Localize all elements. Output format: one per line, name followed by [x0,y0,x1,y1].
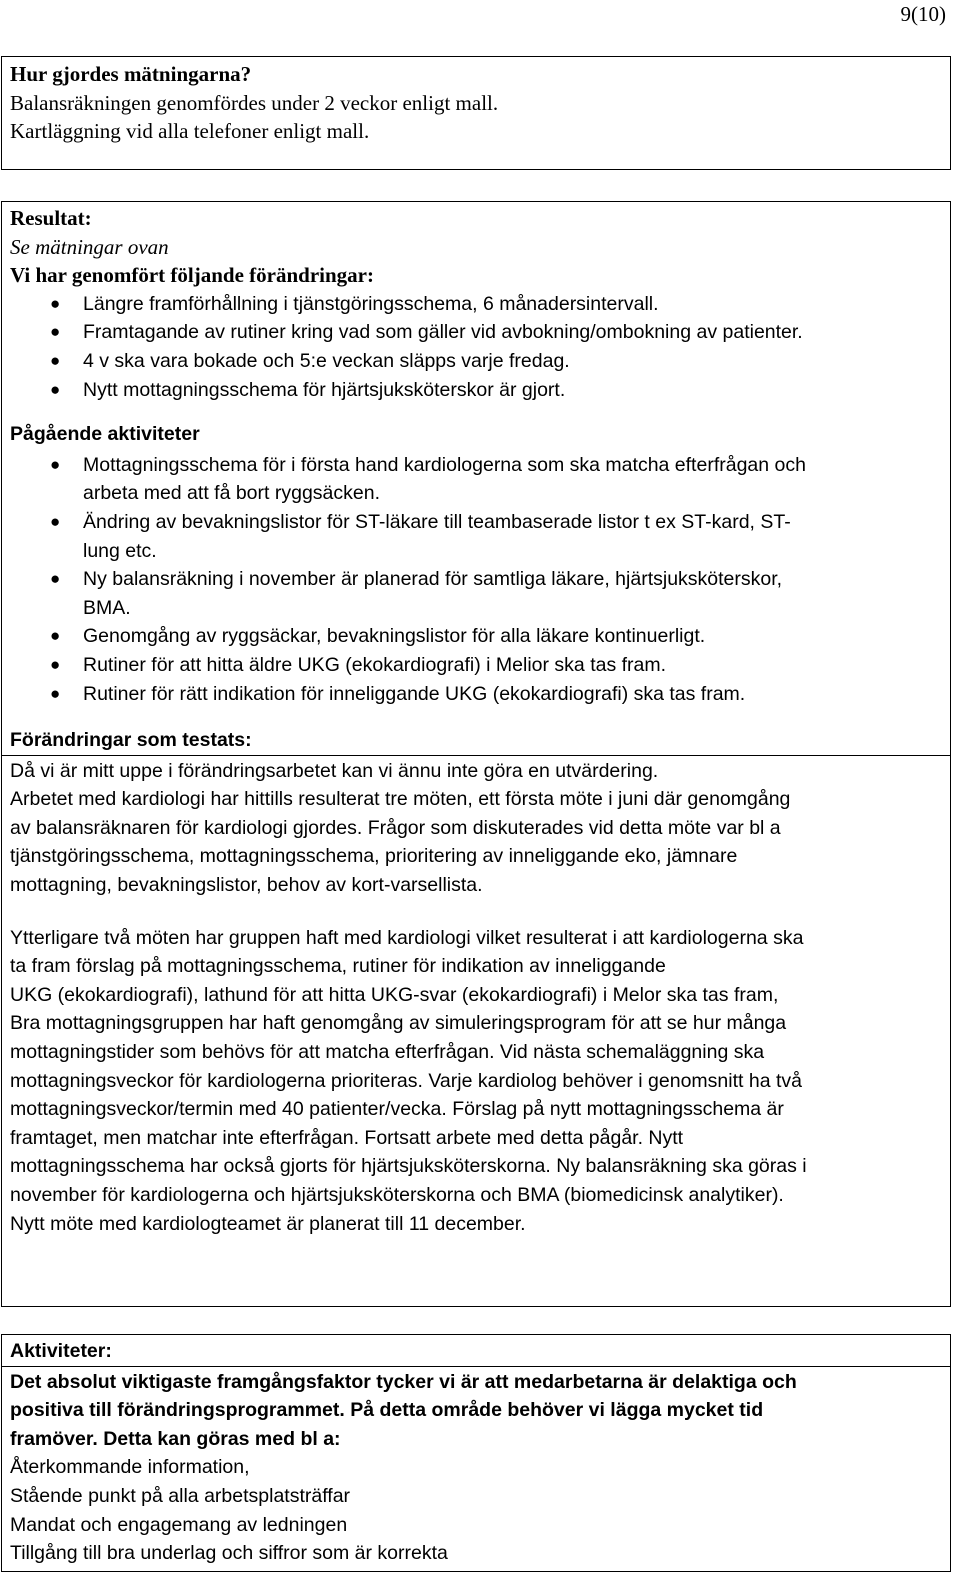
section-divider [2,1366,950,1367]
list-item: ● Längre framförhållning i tjänstgöringsschema, 6 månadersintervall. [10,290,942,319]
list-item: ● 4 v ska vara bokade och 5:e veckan släpps varje fredag. [10,347,942,376]
measurement-line-1: Balansräkningen genomfördes under 2 veckor enligt mall. [10,90,499,115]
list-item: ● Rutiner för rätt indikation för inneliggande UKG (ekokardiografi) ska tas fram. [10,680,942,709]
bullet-icon: ● [50,626,61,646]
list-item: Mandat och engagemang av ledningen [10,1513,348,1536]
list-item: ● Ny balansräkning i november är planerad för samtliga läkare, hjärtsjuksköterskor, BMA. [10,565,942,622]
tested-paragraph-2: Ytterligare två möten har gruppen haft med kardiologi vilket resulterat i att kardiologerna ska ta fram förslag på mottagningsschema, rutiner för indikation av inneliggande UKG (ekokardiografi), lathund för att hitta UKG-svar (ekokardiografi) i Melor ska tas fram, Bra mottagningsgruppen har haft genomgång av simuleringsprogram för att se hur många mottagningstider som behövs för att matcha efterfrågan. Vid nästa schemaläggning ska mottagningsveckor för kardiologerna prioriteras. Varje kardiolog behöver i genomsnitt ha två mottagningsveckor/termin med 40 patienter/vecka. Förslag på nytt mottagningsschema är framtaget, men matchar inte efterfrågan. Fortsatt arbete med detta pågår. Nytt mottagningsschema har också gjorts för hjärtsjuksköterskorna. Ny balansräkning ska göras i november för kardiologerna och hjärtsjuksköterskorna och BMA (biomedicinsk analytiker). Nytt möte med kardiologteamet är planerat till 11 december. [10,926,807,1235]
bullet-icon: ● [50,350,61,370]
results-section [1,201,951,1307]
list-item: ● Mottagningsschema för i första hand kardiologerna som ska matcha efterfrågan och arbeta med att få bort ryggsäcken. [10,451,942,508]
bullet-icon: ● [50,322,61,342]
ongoing-heading: Pågående aktiviteter [10,423,200,446]
activities-heading: Aktiviteter: [10,1340,112,1362]
bullet-icon: ● [50,569,61,589]
activities-list [10,1453,942,1567]
measurement-line-2: Kartläggning vid alla telefoner enligt mall. [10,119,370,144]
activities-section [1,1334,951,1572]
bullet-icon: ● [50,511,61,531]
list-item: Återkommande information, [10,1456,250,1479]
list-item: ● Genomgång av ryggsäckar, bevakningslistor för alla läkare kontinuerligt. [10,622,942,651]
bullet-icon: ● [50,293,61,313]
ongoing-list [10,451,942,708]
section-divider [2,755,950,756]
tested-paragraph-1: Då vi är mitt uppe i förändringsarbetet kan vi ännu inte göra en utvärdering. Arbetet med kardiologi har hittills resulterat tre möten, ett första möte i juni där genomgång av balansräknaren för kardiologi gjordes. Frågor som diskuterades vid detta möte var bl a tjänstgöringsschema, mottagningsschema, prioritering av inneliggande eko, jämnare mottagning, bevakningslistor, behov av kort-varsellista. [10,759,791,897]
measurement-section [1,56,951,170]
list-item: ● Ändring av bevakningslistor för ST-läkare till teambaserade listor t ex ST-kard, ST- lung etc. [10,508,942,565]
bullet-icon: ● [50,379,61,399]
changes-heading: Vi har genomfört följande förändringar: [10,263,374,288]
tested-heading: Förändringar som testats: [10,729,252,752]
list-item: Stående punkt på alla arbetsplatsträffar [10,1484,351,1507]
list-item: ● Rutiner för att hitta äldre UKG (ekokardiografi) i Melior ska tas fram. [10,651,942,680]
results-heading: Resultat: [10,206,92,230]
bullet-icon: ● [50,654,61,674]
bullet-icon: ● [50,454,61,474]
page-number: 9(10) [900,2,946,26]
changes-list [10,290,942,404]
activities-intro: Det absolut viktigaste framgångsfaktor tycker vi är att medarbetarna är delaktiga och positiva till förändringsprogrammet. På detta område behöver vi lägga mycket tid framöver. Detta kan göras med bl a: [10,1370,797,1450]
measurement-heading: Hur gjordes mätningarna? [10,62,252,86]
list-item: ● Nytt mottagningsschema för hjärtsjuksköterskor är gjort. [10,376,942,405]
results-italic-line: Se mätningar ovan [10,234,169,259]
list-item: ● Framtagande av rutiner kring vad som gäller vid avbokning/ombokning av patienter. [10,318,942,347]
bullet-icon: ● [50,683,61,703]
list-item: Tillgång till bra underlag och siffror som är korrekta [10,1542,448,1565]
